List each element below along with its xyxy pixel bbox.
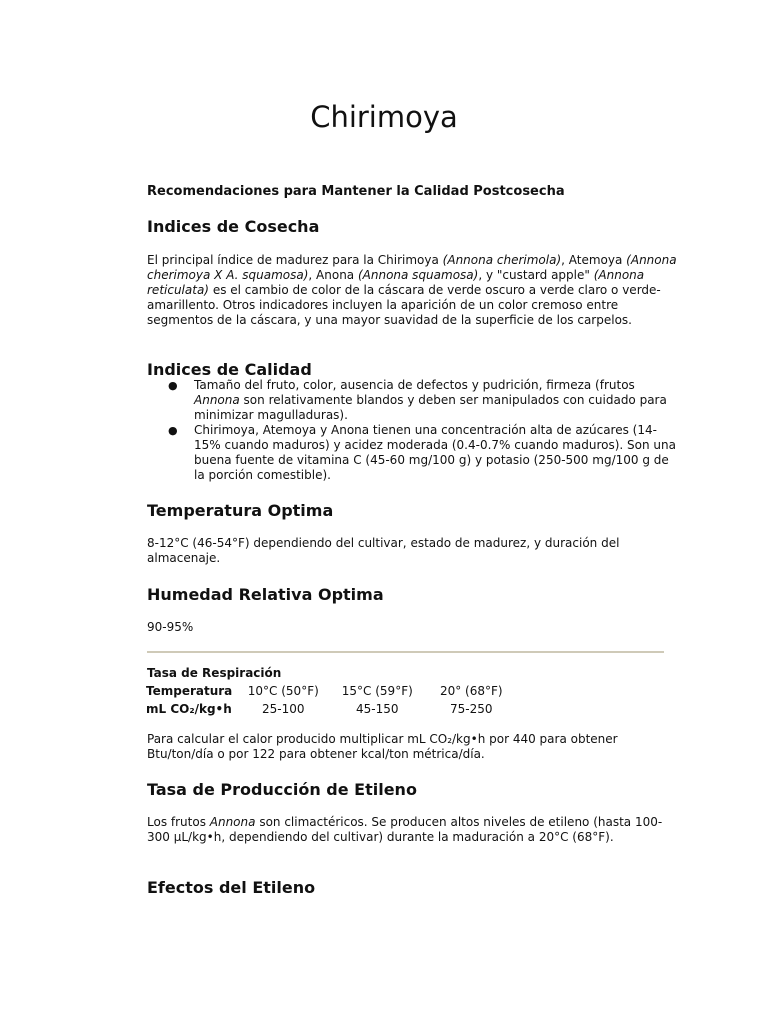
table-cell: 75-250 — [450, 702, 493, 716]
humedad-value: 90-95% — [147, 620, 194, 634]
row-label-temperatura: Temperatura — [146, 684, 233, 698]
heading-produccion-etileno: Tasa de Producción de Etileno — [147, 780, 417, 799]
table-cell: 45-150 — [356, 702, 399, 716]
horizontal-divider — [147, 651, 664, 653]
cosecha-paragraph: El principal índice de madurez para la Chirimoya (Annona cherimola), Atemoya (Annona cherimoya X A. squamosa), Anona (Annona squamosa), y "custard apple" (Annona reticulata) es el cambio de color de la cáscara de verde oscuro a verde claro o verde-amarillento. Otros indicadores incluyen la aparición de un color cremoso entre segmentos de la cáscara, y una mayor suavidad de la superficie de los carpelos. — [147, 253, 677, 327]
bullet-icon: ● — [168, 424, 178, 437]
heading-efectos-etileno: Efectos del Etileno — [147, 878, 316, 897]
heading-indices-cosecha: Indices de Cosecha — [147, 217, 320, 236]
list-item: ● Chirimoya, Atemoya y Anona tienen una concentración alta de azúcares (14-15% cuando maduros) y acidez moderada (0.4-0.7% cuando maduros). Son una buena fuente de vitamina C (45-60 mg/100 g) y potasio (250-500 mg/100 g de la porción comestible). — [168, 423, 676, 482]
table-cell: 20° (68°F) — [439, 684, 503, 698]
table-cell: 10°C (50°F) — [247, 684, 319, 698]
calidad-list — [147, 378, 677, 483]
bullet-icon: ● — [168, 379, 178, 392]
table-cell: 15°C (59°F) — [341, 684, 413, 698]
etileno-paragraph: Los frutos Annona son climactéricos. Se producen altos niveles de etileno (hasta 100-300 µL/kg•h, dependiendo del cultivar) durante la maduración a 20°C (68°F). — [147, 815, 663, 844]
heading-humedad-relativa: Humedad Relativa Optima — [147, 585, 384, 604]
page-title: Chirimoya — [310, 100, 458, 134]
respiracion-note: Para calcular el calor producido multiplicar mL CO₂/kg•h por 440 para obtener Btu/ton/día o por 122 para obtener kcal/ton métrica/día. — [147, 732, 618, 761]
temperatura-paragraph: 8-12°C (46-54°F) dependiendo del cultivar, estado de madurez, y duración del almacenaje. — [147, 536, 620, 565]
list-item: ● Tamaño del fruto, color, ausencia de defectos y pudrición, firmeza (frutos Annona son relativamente blandos y deben ser manipulados con cuidado para minimizar magulladuras). — [168, 378, 667, 422]
heading-tasa-respiracion: Tasa de Respiración — [147, 666, 282, 680]
table-cell: 25-100 — [262, 702, 305, 716]
respiration-table — [142, 682, 518, 718]
document-subtitle: Recomendaciones para Mantener la Calidad Postcosecha — [147, 184, 565, 199]
table-row — [142, 700, 518, 718]
heading-temperatura-optima: Temperatura Optima — [147, 501, 334, 520]
table-row — [142, 682, 518, 700]
row-label-co2: mL CO₂/kg•h — [146, 702, 232, 716]
heading-indices-calidad: Indices de Calidad — [147, 360, 312, 379]
